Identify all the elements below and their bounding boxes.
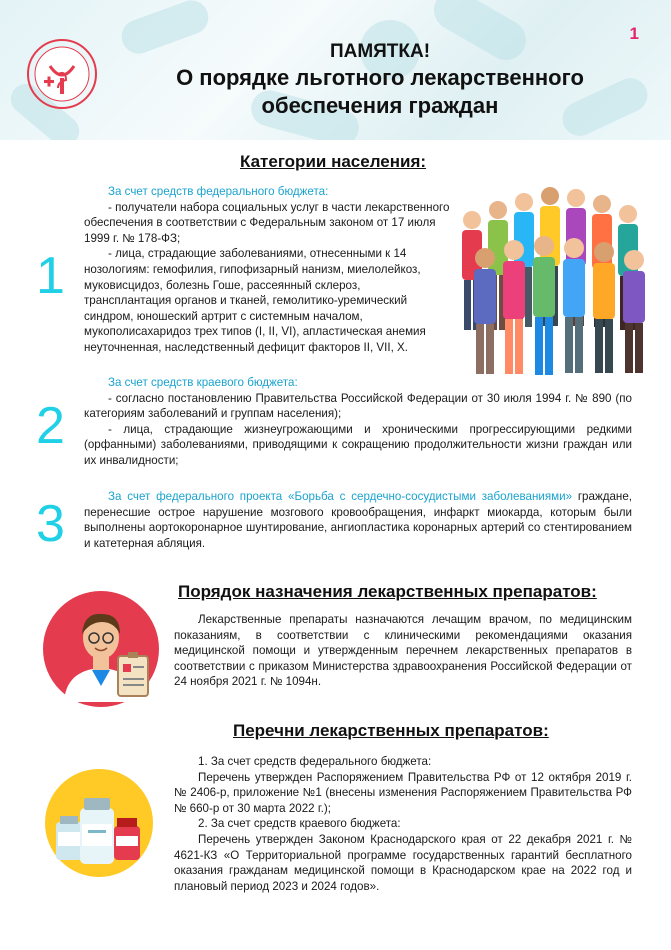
lists-para-4: Перечень утвержден Законом Краснодарского края от 22 декабря 2021 г. № 4621-КЗ «О Территориальной программе государственных гарантий бесплатного оказания гражданам медицинской помощи в Краснодарском крае на 2022 год и плановый период 2023 и 2024 годов». <box>174 832 632 893</box>
category-3-source: За счет федерального проекта «Борьба с сердечно-сосудистыми заболеваниями» <box>108 490 573 503</box>
page-title <box>120 40 640 120</box>
category-3-block <box>84 489 632 551</box>
lists-para-2: Перечень утвержден Распоряжением Правительства РФ от 12 октября 2019 г. № 2406-р, приложение №1 (внесены изменения Распоряжением Правительства РФ № 660-р от 30 марта 2022 г.); <box>174 770 632 815</box>
procedure-text: Лекарственные препараты назначаются лечащим врачом, по медицинским показаниям, в соответствии с клиническими рекомендациями оказания медицинской помощи и утвержденным перечнем лекарственных препаратов в соответствии с приказом Министерства здравоохранения Российской Федерации от 24 ноября 2021 г. № 1094н. <box>174 613 632 689</box>
page-number: 1 <box>629 24 639 43</box>
lists-para-3: 2. За счет средств краевого бюджета: <box>198 817 401 831</box>
lists-para-1: 1. За счет средств федерального бюджета: <box>198 755 432 768</box>
lists-text-block <box>174 754 632 894</box>
procedure-text-block <box>174 612 632 690</box>
category-number-1: 1 <box>36 247 65 305</box>
people-crowd-icon <box>452 180 657 380</box>
category-2-block <box>84 375 632 469</box>
title-line-3: обеспечения граждан <box>261 93 499 118</box>
category-2-line-1: - согласно постановлению Правительства Российской Федерации от 30 июля 1994 г. № 890 (по категориям заболеваний и группам населения); <box>84 391 632 421</box>
category-1-block <box>84 184 450 356</box>
procedure-heading: Порядок назначения лекарственных препаратов: <box>178 582 597 601</box>
category-2-source: За счет средств краевого бюджета: <box>108 376 298 389</box>
category-1-line-1: - получатели набора социальных услуг в части лекарственного обеспечения в соответствии с Федеральным законом от 17 июля 1999 г. № 178-ФЗ; <box>84 200 450 245</box>
categories-heading: Категории населения: <box>240 152 427 171</box>
category-number-2: 2 <box>36 397 65 455</box>
category-1-source: За счет средств федерального бюджета: <box>108 185 329 198</box>
category-3-text: граждане, перенесшие острое нарушение мозгового кровообращения, инфаркт миокарда, которым были выполнены аортокоронарное шунтирование, ангиопластика коронарных артерий со стентированием и катетерная абляция. <box>84 490 632 550</box>
category-1-line-2: - лица, страдающие заболеваниями, отнесенными к 14 нозологиям: гемофилия, гипофизарный нанизм, миелолейкоз, муковисцидоз, болезнь Гоше, рассеянный склероз, трансплантация органов и тканей, гемолитико-уремический синдром, юношеский артрит с системным началом, мукополисахаридоз трех типов (I, II, VI), апластическая анемия неуточненная, наследственный дефицит факторов II, VII, X. <box>84 247 426 354</box>
medicine-bottles-icon <box>44 768 154 878</box>
category-number-3: 3 <box>36 495 65 553</box>
doctor-icon <box>42 590 160 708</box>
category-2-line-2: - лица, страдающие жизнеугрожающими и хроническими прогрессирующими редкими (орфанными) заболеваниями, приводящими к сокращению продолжительности жизни граждан или их инвалидности; <box>84 422 632 467</box>
lists-heading: Перечни лекарственных препаратов: <box>233 721 549 740</box>
ministry-health-logo-icon <box>26 38 98 110</box>
title-line-2: О порядке льготного лекарственного <box>176 65 584 90</box>
title-line-1: ПАМЯТКА! <box>329 41 431 62</box>
